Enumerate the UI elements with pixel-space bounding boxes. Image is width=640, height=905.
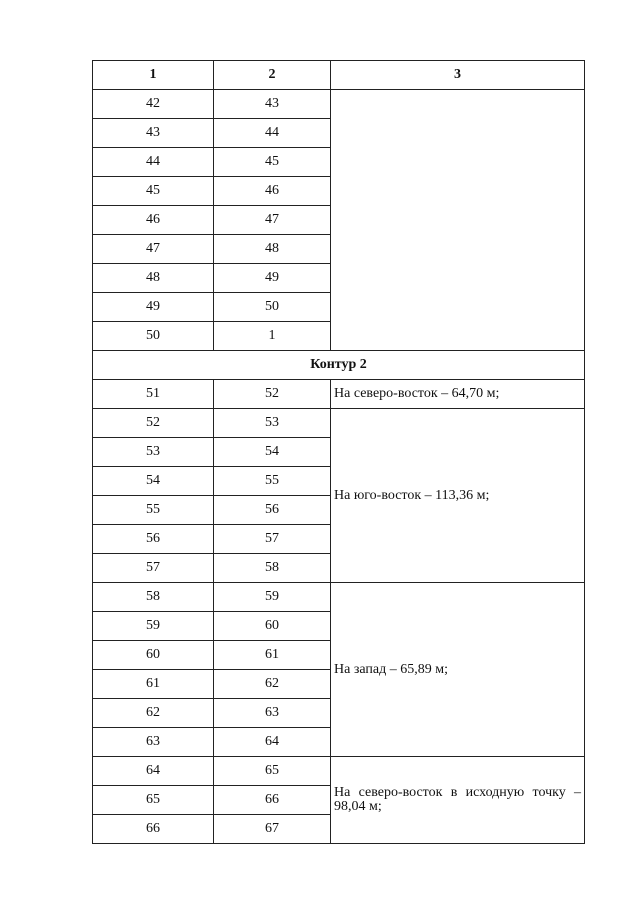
point-to-cell: 57 — [214, 525, 331, 554]
point-from-cell: 49 — [93, 293, 214, 322]
point-to-cell: 55 — [214, 467, 331, 496]
point-to-cell: 59 — [214, 583, 331, 612]
point-to-cell: 48 — [214, 235, 331, 264]
point-from-cell: 54 — [93, 467, 214, 496]
point-to-cell: 64 — [214, 728, 331, 757]
point-to-cell: 45 — [214, 148, 331, 177]
point-from-cell: 52 — [93, 409, 214, 438]
table-row — [93, 380, 585, 409]
direction-description: На северо-восток в исходную точку – 98,04 м; — [331, 757, 585, 844]
point-from-cell: 53 — [93, 438, 214, 467]
point-to-cell: 63 — [214, 699, 331, 728]
point-to-cell: 58 — [214, 554, 331, 583]
description-cell-empty — [331, 90, 585, 351]
point-from-cell: 61 — [93, 670, 214, 699]
point-to-cell: 67 — [214, 815, 331, 844]
point-from-cell: 46 — [93, 206, 214, 235]
point-from-cell: 57 — [93, 554, 214, 583]
table-row — [93, 757, 585, 786]
point-to-cell: 54 — [214, 438, 331, 467]
point-from-cell: 45 — [93, 177, 214, 206]
point-from-cell: 66 — [93, 815, 214, 844]
point-from-cell: 65 — [93, 786, 214, 815]
table-row — [93, 409, 585, 438]
header-col-3: 3 — [331, 61, 585, 90]
point-to-cell: 47 — [214, 206, 331, 235]
point-to-cell: 62 — [214, 670, 331, 699]
point-to-cell: 1 — [214, 322, 331, 351]
point-from-cell: 44 — [93, 148, 214, 177]
header-col-1: 1 — [93, 61, 214, 90]
point-from-cell: 64 — [93, 757, 214, 786]
point-to-cell: 46 — [214, 177, 331, 206]
point-to-cell: 52 — [214, 380, 331, 409]
point-from-cell: 63 — [93, 728, 214, 757]
point-to-cell: 56 — [214, 496, 331, 525]
point-to-cell: 50 — [214, 293, 331, 322]
point-from-cell: 43 — [93, 119, 214, 148]
point-from-cell: 62 — [93, 699, 214, 728]
point-from-cell: 55 — [93, 496, 214, 525]
point-to-cell: 43 — [214, 90, 331, 119]
table-header-row — [93, 61, 585, 90]
table-row — [93, 90, 585, 119]
section-row — [93, 351, 585, 380]
point-to-cell: 66 — [214, 786, 331, 815]
point-to-cell: 49 — [214, 264, 331, 293]
boundary-table — [92, 60, 585, 844]
point-from-cell: 59 — [93, 612, 214, 641]
table-row — [93, 583, 585, 612]
header-col-2: 2 — [214, 61, 331, 90]
direction-description: На северо-восток – 64,70 м; — [331, 380, 585, 409]
point-to-cell: 53 — [214, 409, 331, 438]
point-from-cell: 50 — [93, 322, 214, 351]
point-to-cell: 61 — [214, 641, 331, 670]
point-from-cell: 56 — [93, 525, 214, 554]
point-from-cell: 58 — [93, 583, 214, 612]
direction-description: На запад – 65,89 м; — [331, 583, 585, 757]
point-from-cell: 47 — [93, 235, 214, 264]
point-to-cell: 44 — [214, 119, 331, 148]
point-from-cell: 42 — [93, 90, 214, 119]
section-title: Контур 2 — [93, 351, 585, 380]
point-from-cell: 60 — [93, 641, 214, 670]
point-to-cell: 60 — [214, 612, 331, 641]
direction-description: На юго-восток – 113,36 м; — [331, 409, 585, 583]
table-body — [93, 90, 585, 844]
point-to-cell: 65 — [214, 757, 331, 786]
point-from-cell: 51 — [93, 380, 214, 409]
point-from-cell: 48 — [93, 264, 214, 293]
